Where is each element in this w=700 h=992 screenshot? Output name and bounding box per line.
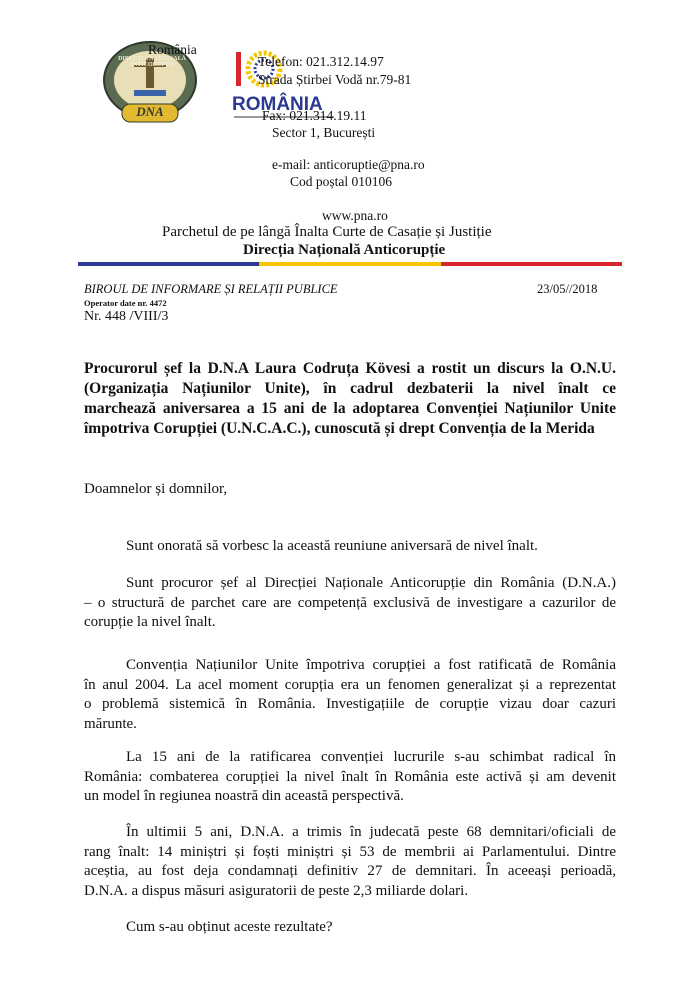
paragraph-line: în anul 2004. La acel moment corupția era un fenomen generalizat și a reprezentat	[84, 676, 616, 693]
postal-code: Cod poștal 010106	[290, 174, 393, 189]
title-line: Procurorul șef la D.N.A Laura Codruța Kövesi a rostit un discurs la O.N.U.	[84, 360, 616, 377]
paragraph-line: Sunt onorată să vorbesc la această reuniune aniversară de nivel înalt.	[126, 538, 538, 554]
title-line: marchează aniversarea a 15 ani de la adoptarea Convenției Națiunilor Unite	[84, 400, 616, 417]
salutation: Doamnelor și domnilor,	[84, 481, 228, 497]
paragraph-line: un model în regiunea noastră din această perspectivă.	[84, 788, 404, 804]
paragraph-line: aceștia, au fost deja condamnați definitiv 27 de demnitari. În aceeași perioadă,	[84, 863, 616, 879]
tricolor-band	[78, 262, 622, 266]
dna-logo-abbrev: DNA	[136, 104, 164, 119]
paragraph-line: o problemă sistemică în România. Investigațiile de corupție vizau doar cazuri	[84, 696, 616, 712]
romania-logo-text: ROMÂNIA	[232, 94, 323, 115]
registration-number: Nr. 448 /VIII/3	[84, 309, 169, 324]
paragraph	[84, 574, 616, 633]
flag-blue	[78, 262, 259, 266]
title-line: (Organizația Națiunilor Unite), în cadrul dezbaterii la nivel înalt ce	[84, 380, 616, 397]
press-release-title	[84, 359, 616, 439]
phone-number: Telefon: 021.312.14.97	[258, 54, 384, 69]
title-line: împotriva Corupției (U.N.C.A.C.), cunoscută și drept Convenția de la Merida	[84, 420, 595, 437]
document-date: 23/05//2018	[537, 282, 598, 296]
paragraph	[84, 537, 616, 557]
paragraph-line: D.N.A. a dispus măsuri asiguratorii de peste 2,3 miliarde dolari.	[84, 882, 469, 899]
website-link[interactable]: www.pna.ro	[322, 208, 388, 223]
paragraph-line: Sunt procuror șef al Direcției Naționale Anticorupție din România (D.N.A.)	[126, 575, 616, 591]
paragraph-line: România: combaterea corupției la nivel înalt în România este activă și am devenit	[84, 768, 616, 785]
logo-text: România	[148, 42, 197, 57]
paragraph	[84, 918, 616, 938]
sector: Sector 1, București	[272, 125, 376, 140]
office-name: BIROUL DE INFORMARE ȘI RELAȚII PUBLICE	[84, 282, 338, 296]
paragraph	[84, 823, 616, 901]
paragraph-line: Cum s-au obținut aceste rezultate?	[126, 919, 333, 935]
flag-red	[441, 262, 622, 266]
fax-number: Fax: 021.314.19.11	[262, 108, 367, 123]
flag-yellow	[259, 262, 440, 266]
email-address[interactable]: e-mail: anticoruptie@pna.ro	[272, 157, 425, 172]
paragraph-line: corupție la nivel înalt.	[84, 614, 216, 630]
dna-logo-text: DIRECȚIA NAȚIONALĂ ANTICORUPȚIE	[118, 56, 186, 68]
paragraph-line: În ultimii 5 ani, D.N.A. a trimis în judecată peste 68 demnitari/oficiali de	[126, 824, 616, 840]
paragraph-line: – o structură de parchet care are competență exclusivă de investigare a cazurilor de	[84, 594, 616, 611]
paragraph-line: mărunte.	[84, 715, 137, 732]
paragraph	[84, 748, 616, 807]
directorate-name: Direcția Națională Anticorupție	[243, 242, 446, 258]
paragraph-line: Convenția Națiunilor Unite împotriva corupției a fost ratificată de România	[126, 657, 616, 673]
paragraph-line: rang înalt: 14 miniștri și foști miniștri și 53 de membrii ai Parlamentului. Dintre	[84, 843, 616, 860]
paragraph	[84, 656, 616, 734]
street-address: Strada Știrbei Vodă nr.79-81	[258, 72, 412, 87]
operator-number: Operator date nr. 4472	[84, 298, 167, 308]
institution-name: Parchetul de pe lângă Înalta Curte de Casație și Justiție	[162, 224, 492, 240]
paragraph-line: La 15 ani de la ratificarea convenției lucrurile s-au schimbat radical în	[126, 749, 616, 765]
